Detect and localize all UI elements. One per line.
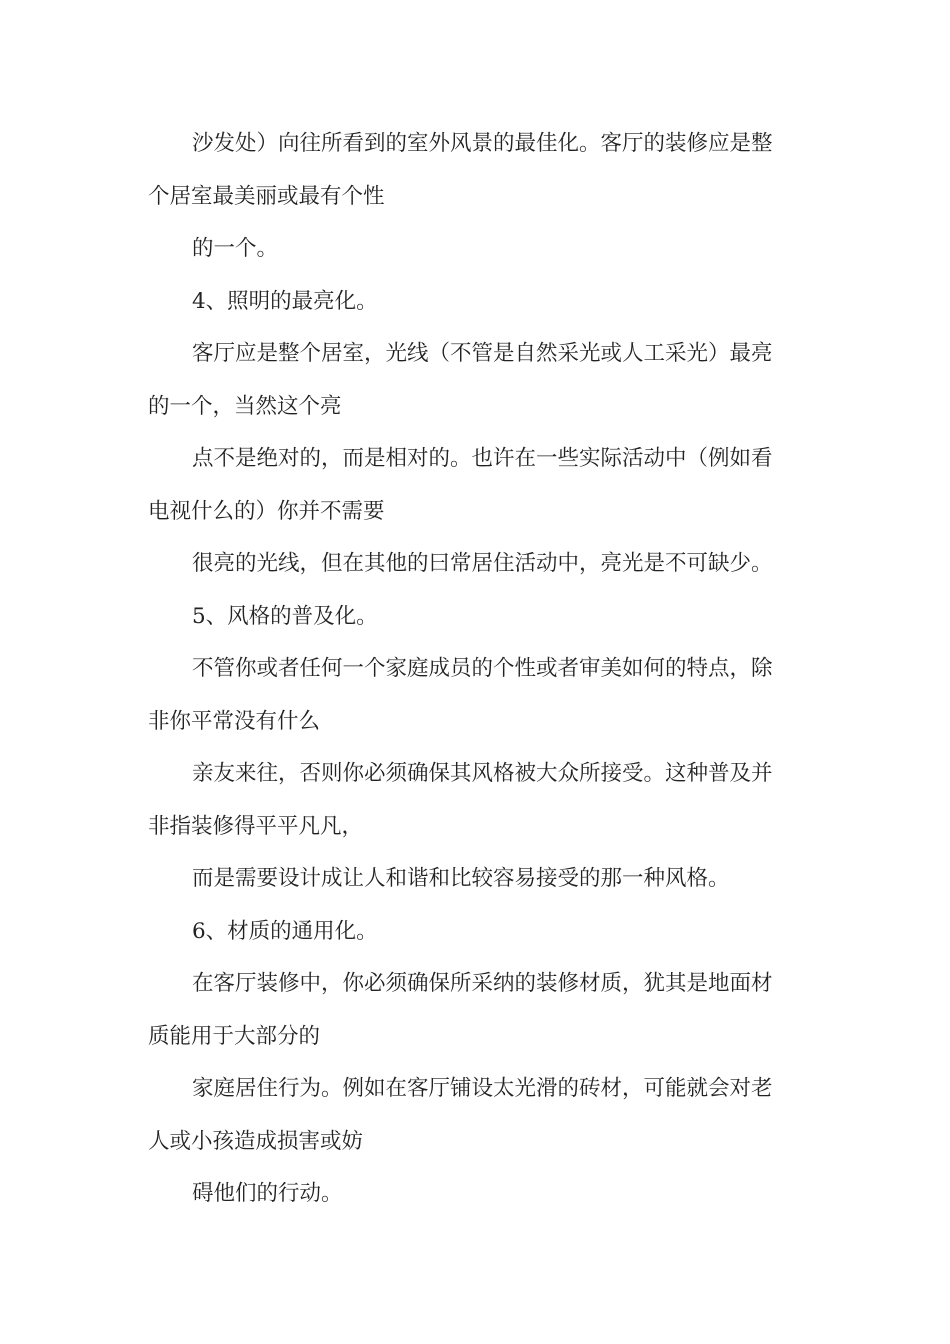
text-line: 家庭居住行为。例如在客厅铺设太光滑的砖材，可能就会对老 xyxy=(192,1076,773,1101)
text-line: 质能用于大部分的 xyxy=(148,1023,321,1049)
text-line: 非指装修得平平凡凡， xyxy=(148,813,364,839)
text-line: 人或小孩造成损害或妨 xyxy=(148,1128,364,1154)
text-line: 电视什么的）你并不需要 xyxy=(148,498,385,524)
text-line: 客厅应是整个居室，光线（不管是自然采光或人工采光）最亮 xyxy=(192,341,773,366)
section-heading: 5、风格的普及化。 xyxy=(192,603,378,629)
body-text xyxy=(148,118,808,1221)
text-line: 不管你或者任何一个家庭成员的个性或者审美如何的特点，除 xyxy=(192,656,773,681)
section-heading: 4、照明的最亮化。 xyxy=(192,288,378,314)
text-line: 很亮的光线，但在其他的曰常居住活动中，亮光是不可缺少。 xyxy=(192,551,773,576)
text-line: 碍他们的行动。 xyxy=(192,1181,343,1206)
text-line: 而是需要设计成让人和谐和比较容易接受的那一种风格。 xyxy=(192,866,730,891)
text-line: 个居室最美丽或最有个性 xyxy=(148,183,385,209)
text-line: 亲友来往，否则你必须确保其风格被大众所接受。这种普及并 xyxy=(192,761,773,786)
text-line: 的一个，当然这个亮 xyxy=(148,393,342,419)
text-line: 沙发处）向往所看到的室外风景的最佳化。客厅的装修应是整 xyxy=(192,131,773,156)
text-line: 非你平常没有什么 xyxy=(148,708,321,734)
text-line: 点不是绝对的，而是相对的。也许在一些实际活动中（例如看 xyxy=(192,446,773,471)
text-line: 在客厅装修中，你必须确保所采纳的装修材质，犹其是地面材 xyxy=(192,971,773,996)
text-line: 的一个。 xyxy=(192,236,279,261)
section-heading: 6、材质的通用化。 xyxy=(192,918,378,944)
